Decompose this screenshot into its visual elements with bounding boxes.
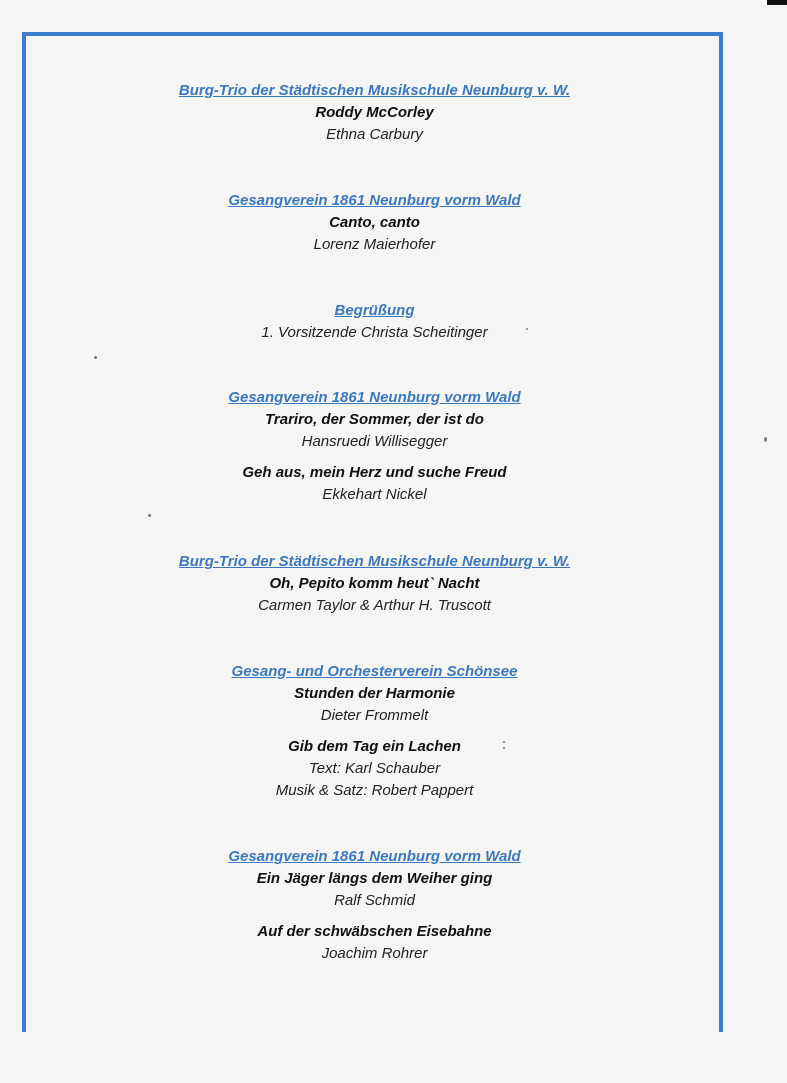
piece-title: Oh, Pepito komm heut` Nacht xyxy=(269,575,480,592)
piece-credit: Carmen Taylor & Arthur H. Truscott xyxy=(258,597,491,614)
section-title: Gesangverein 1861 Neunburg vorm Wald xyxy=(228,848,521,865)
piece-credit: Lorenz Maierhofer xyxy=(313,236,436,253)
piece-credit: Ralf Schmid xyxy=(334,892,415,909)
scan-speck xyxy=(94,356,97,359)
piece-credit: Hansruedi Willisegger xyxy=(301,433,448,450)
piece-credit: Musik & Satz: Robert Pappert xyxy=(275,782,474,799)
scan-corner-mark xyxy=(767,0,787,5)
piece-credit: Text: Karl Schauber xyxy=(308,760,441,777)
piece-title: Trariro, der Sommer, der ist do xyxy=(265,411,484,428)
section-title: Burg-Trio der Städtischen Musikschule Neunburg v. W. xyxy=(178,82,571,99)
piece-credit: Ekkehart Nickel xyxy=(322,486,427,503)
scan-speck xyxy=(526,328,528,330)
section-title: Gesangverein 1861 Neunburg vorm Wald xyxy=(228,192,521,209)
piece-title: Geh aus, mein Herz und suche Freud xyxy=(242,464,507,481)
scan-speck xyxy=(503,741,505,743)
section-title: Begrüßung xyxy=(334,302,415,319)
piece-credit: Ethna Carbury xyxy=(326,126,423,143)
section-title: Gesang- und Orchesterverein Schönsee xyxy=(231,663,518,680)
section-title: Gesangverein 1861 Neunburg vorm Wald xyxy=(228,389,521,406)
piece-credit: Dieter Frommelt xyxy=(320,707,429,724)
piece-title: Ein Jäger längs dem Weiher ging xyxy=(256,870,493,887)
scan-speck xyxy=(503,747,505,749)
piece-title: Canto, canto xyxy=(329,214,420,231)
piece-title: Roddy McCorley xyxy=(315,104,434,121)
speaker-credit: 1. Vorsitzende Christa Scheitinger xyxy=(261,324,488,341)
section-title: Burg-Trio der Städtischen Musikschule Neunburg v. W. xyxy=(178,553,571,570)
piece-title: Gib dem Tag ein Lachen xyxy=(288,738,461,755)
scan-speck xyxy=(764,437,767,442)
piece-credit: Joachim Rohrer xyxy=(321,945,428,962)
scan-speck xyxy=(148,514,151,517)
piece-title: Auf der schwäbschen Eisebahne xyxy=(257,923,492,940)
piece-title: Stunden der Harmonie xyxy=(294,685,455,702)
